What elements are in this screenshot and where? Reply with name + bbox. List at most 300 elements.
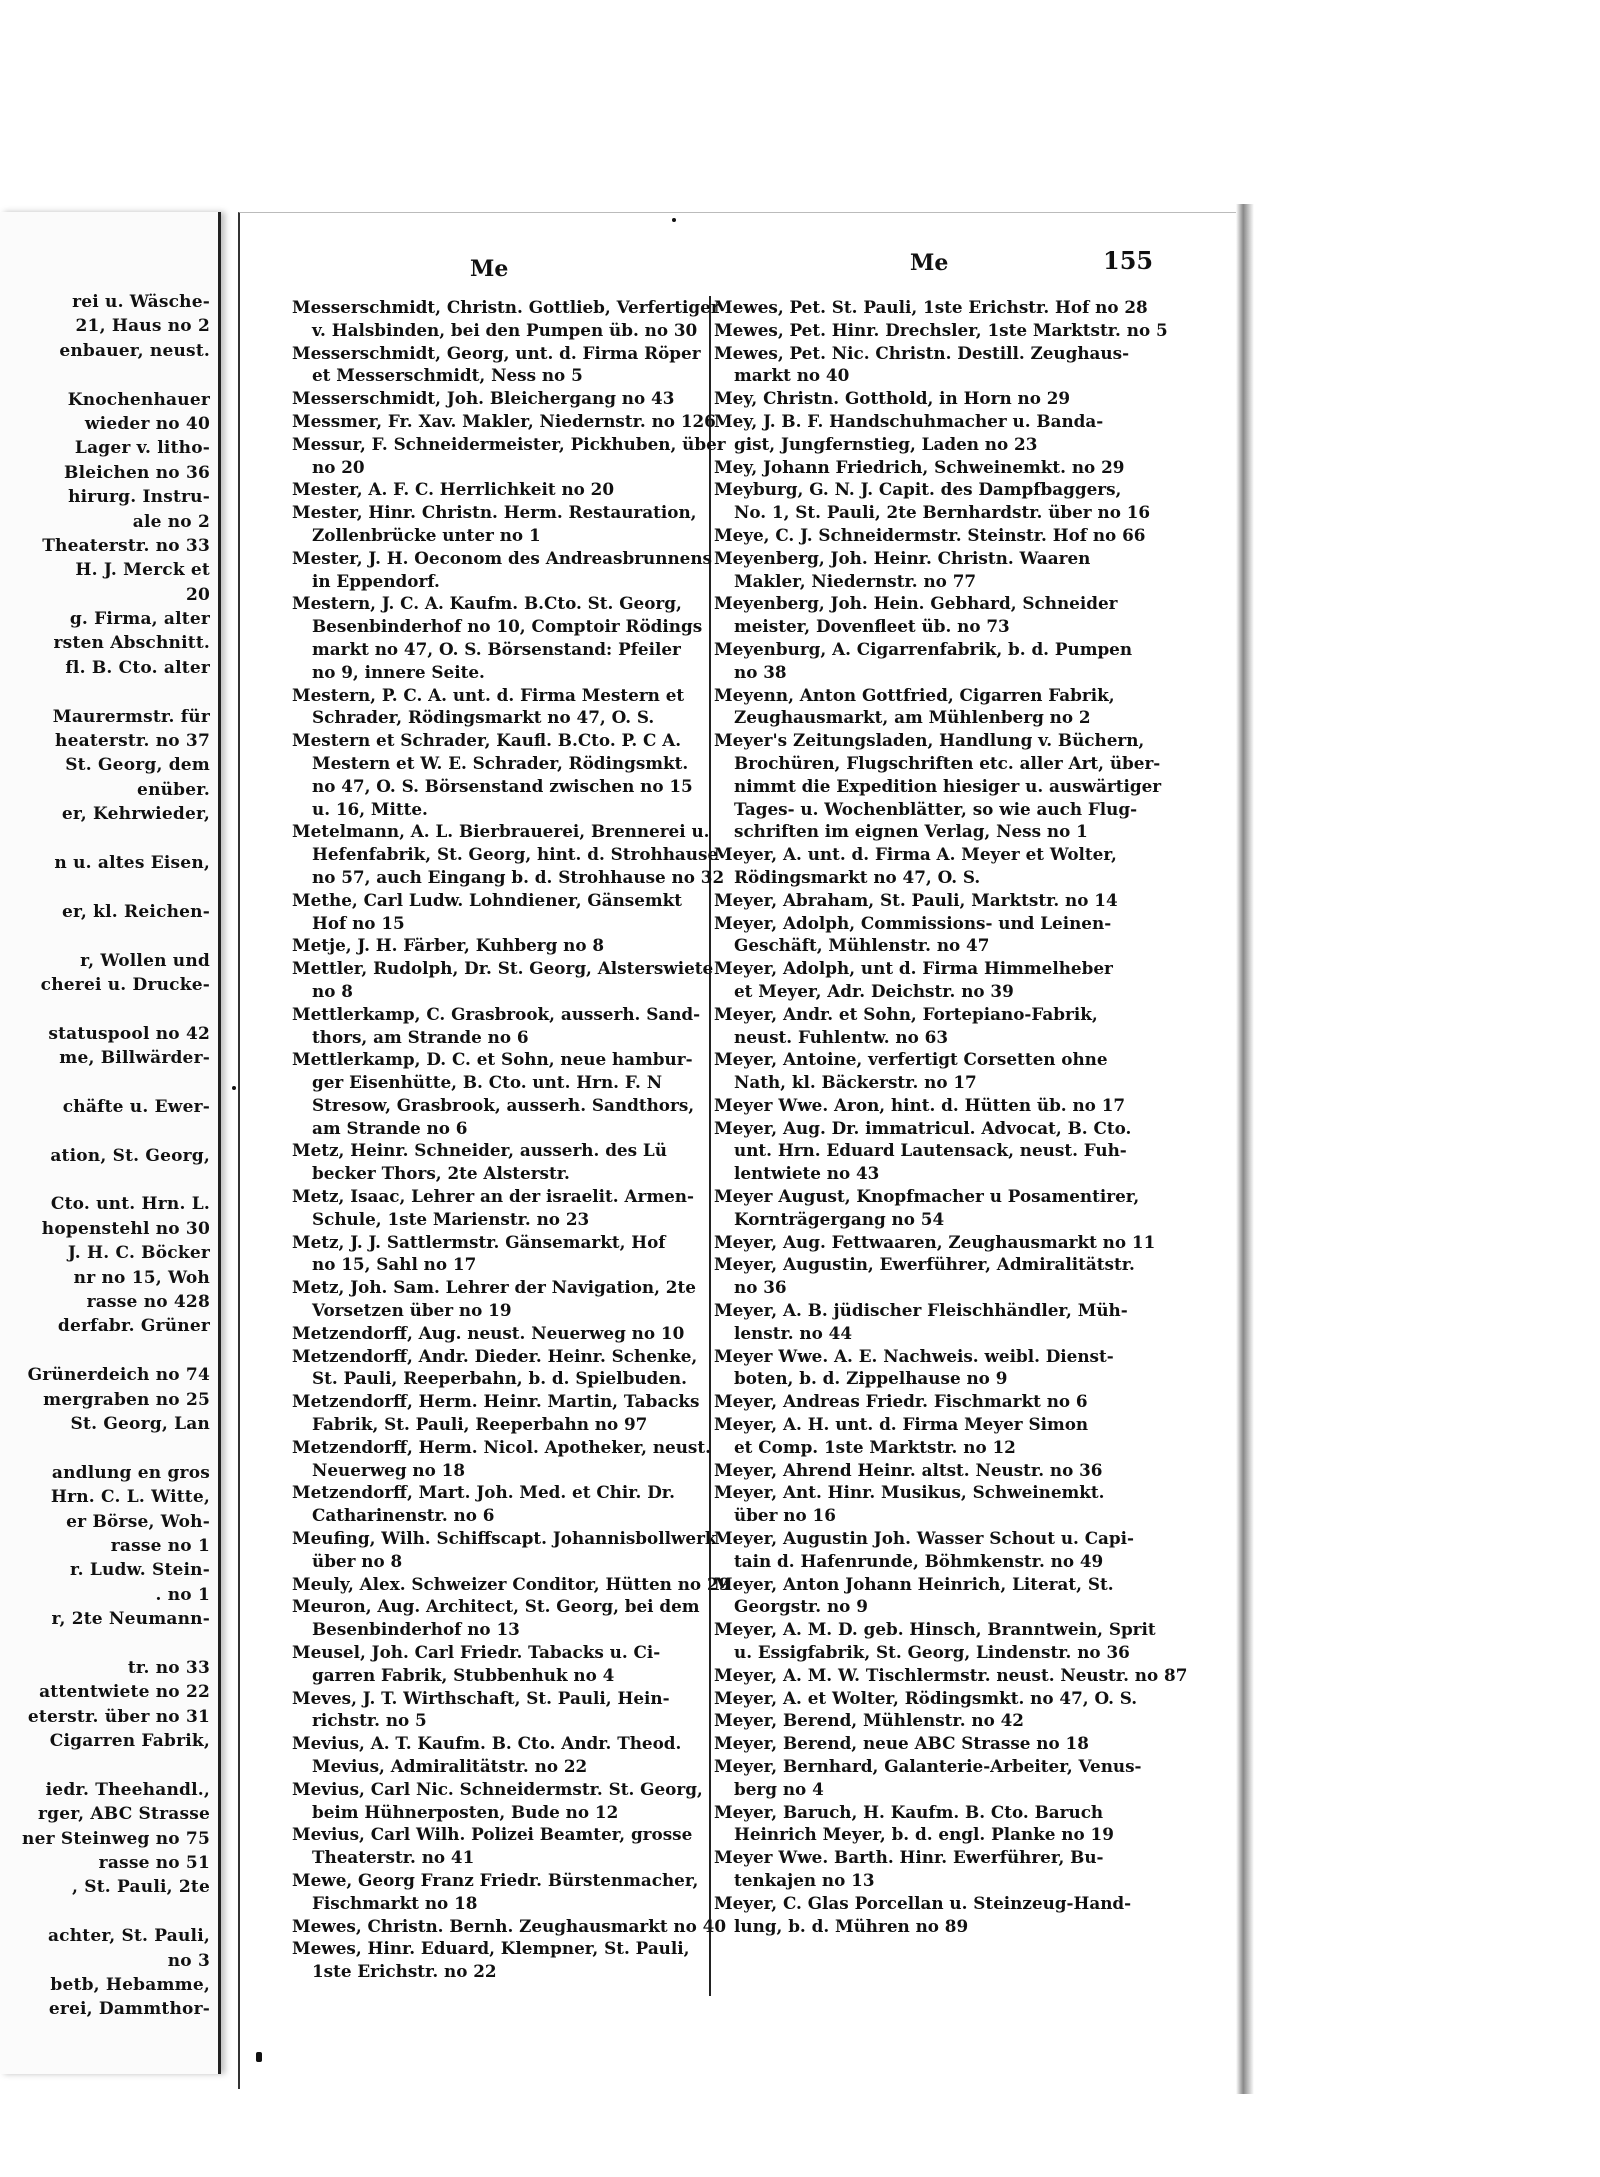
directory-entry [292, 387, 722, 410]
page-number: 155 [1103, 246, 1154, 275]
directory-entry [714, 1094, 1169, 1117]
directory-entry [292, 1048, 722, 1139]
directory-entry [292, 1937, 722, 1983]
left-page-line: ation, St. Georg, [50, 1145, 210, 1166]
left-page-fragment [0, 212, 221, 2074]
left-page-line: ner Steinweg no 75 [22, 1828, 210, 1849]
directory-entry [714, 1459, 1169, 1482]
entry-continuation-line: becker Thors, 2te Alsterstr. [312, 1163, 570, 1184]
entry-continuation-line: No. 1, St. Pauli, 2te Bernhardstr. über no 16 [734, 502, 1151, 523]
ink-speck [672, 218, 676, 222]
entry-continuation-line: Schrader, Rödingsmarkt no 47, O. S. [312, 707, 655, 728]
entry-continuation-line: no 15, Sahl no 17 [312, 1254, 477, 1275]
entry-continuation-line: 1ste Erichstr. no 22 [312, 1961, 497, 1982]
left-page-line [0, 1339, 210, 1363]
entry-continuation-line: Vorsetzen über no 19 [312, 1300, 512, 1321]
entry-name-line: Mester, Hinr. Christn. Herm. Restauration, [292, 502, 697, 523]
left-page-line: 21, Haus no 2 [75, 316, 210, 337]
left-page-line: enbauer, neust. [59, 340, 210, 361]
entry-name-line: Meyenn, Anton Gottfried, Cigarren Fabrik, [714, 684, 1115, 705]
entry-name-line: Meufing, Wilh. Schiffscapt. Johannisbollwerk [292, 1528, 717, 1549]
entry-name-line: Meves, J. T. Wirthschaft, St. Pauli, Hein- [292, 1687, 670, 1708]
entry-continuation-line: Catharinenstr. no 6 [312, 1505, 495, 1526]
entry-continuation-line: neust. Fuhlentw. no 63 [734, 1026, 949, 1047]
directory-entry [292, 684, 722, 730]
entry-continuation-line: markt no 47, O. S. Börsenstand: Pfeiler [312, 638, 681, 659]
left-page-line: Cto. unt. Hrn. L. [50, 1194, 210, 1215]
entry-name-line: Meyer, Augustin, Ewerführer, Admiralitätstr. [714, 1254, 1135, 1275]
left-page-line: Knochenhauer [67, 389, 210, 410]
entry-continuation-line: in Eppendorf. [312, 570, 440, 591]
directory-entry [292, 957, 722, 1003]
directory-entry [292, 342, 722, 388]
entry-name-line: Meuly, Alex. Schweizer Conditor, Hütten no 29 [292, 1573, 731, 1594]
entry-continuation-line: v. Halsbinden, bei den Pumpen üb. no 30 [312, 319, 698, 340]
directory-entry [292, 1436, 722, 1482]
entry-continuation-line: Brochüren, Flugschriften etc. aller Art, über- [734, 752, 1161, 773]
entry-continuation-line: Nath, kl. Bäckerstr. no 17 [734, 1072, 977, 1093]
entry-continuation-line: Makler, Niedernstr. no 77 [734, 570, 977, 591]
entry-continuation-line: lentwiete no 43 [734, 1163, 880, 1184]
left-page-line: fl. B. Cto. alter [65, 657, 210, 678]
directory-entry [292, 1732, 722, 1778]
directory-entry [714, 1664, 1188, 1687]
directory-entry [714, 1390, 1169, 1413]
left-page-line: Maurermstr. für [52, 706, 210, 727]
entry-name-line: Meyburg, G. N. J. Capit. des Dampfbaggers, [714, 479, 1122, 500]
entry-continuation-line: no 57, auch Eingang b. d. Strohhause no 32 [312, 866, 725, 887]
directory-entry [714, 1003, 1169, 1049]
left-page-line: wieder no 40 [84, 413, 210, 434]
entry-name-line: Mestern et Schrader, Kaufl. B.Cto. P. C A. [292, 730, 682, 751]
entry-name-line: Metje, J. H. Färber, Kuhberg no 8 [292, 935, 605, 956]
left-page-line: r. Ludw. Stein- [69, 1560, 210, 1581]
entry-continuation-line: boten, b. d. Zippelhause no 9 [734, 1368, 1008, 1389]
left-page-line: rger, ABC Strasse [38, 1804, 210, 1825]
directory-entry [714, 1709, 1169, 1732]
directory-entry [714, 456, 1169, 479]
directory-entry [714, 1892, 1169, 1938]
left-page-line: er, kl. Reichen- [62, 901, 210, 922]
entry-name-line: Meyer, A. M. W. Tischlermstr. neust. Neustr. no 87 [714, 1664, 1188, 1685]
left-page-line: enüber. [137, 779, 210, 800]
left-page-line: Hrn. C. L. Witte, [50, 1487, 210, 1508]
left-page-line [0, 924, 210, 948]
left-page-line: , St. Pauli, 2te [72, 1877, 210, 1898]
left-page-line: cherei u. Drucke- [40, 974, 210, 995]
directory-entry [292, 1641, 722, 1687]
directory-entry [714, 957, 1169, 1003]
entry-continuation-line: berg no 4 [734, 1778, 824, 1799]
entry-continuation-line: gist, Jungfernstieg, Laden no 23 [734, 433, 1038, 454]
entry-name-line: Meyer, Baruch, H. Kaufm. B. Cto. Baruch [714, 1801, 1104, 1822]
entry-continuation-line: schriften im eignen Verlag, Ness no 1 [734, 821, 1088, 842]
entry-continuation-line: Stresow, Grasbrook, ausserh. Sandthors, [312, 1094, 695, 1115]
entry-name-line: Meyer, Andreas Friedr. Fischmarkt no 6 [714, 1391, 1088, 1412]
left-page-line: hopenstehl no 30 [41, 1218, 210, 1239]
entry-name-line: Mevius, Carl Wilh. Polizei Beamter, grosse [292, 1824, 693, 1845]
directory-entry [292, 1595, 722, 1641]
left-page-line: J. H. C. Böcker [67, 1243, 210, 1264]
left-page-line: Cigarren Fabrik, [49, 1731, 210, 1752]
directory-entry [714, 912, 1169, 958]
entry-continuation-line: Besenbinderhof no 13 [312, 1619, 520, 1640]
directory-entry [292, 1573, 731, 1596]
entry-name-line: Meye, C. J. Schneidermstr. Steinstr. Hof no 66 [714, 524, 1146, 545]
directory-entry [714, 1687, 1169, 1710]
left-page-line: heaterstr. no 37 [55, 731, 210, 752]
entry-name-line: Meyer August, Knopfmacher u Posamentirer, [714, 1186, 1140, 1207]
entry-continuation-line: Georgstr. no 9 [734, 1596, 868, 1617]
directory-entry [292, 433, 726, 479]
entry-name-line: Meyer Wwe. Aron, hint. d. Hütten üb. no 17 [714, 1094, 1126, 1115]
left-page-line: erei, Dammthor- [48, 1999, 210, 2020]
entry-name-line: Mewes, Pet. Hinr. Drechsler, 1ste Marktstr. no 5 [714, 319, 1168, 340]
directory-entry [714, 524, 1169, 547]
entry-name-line: Mestern, P. C. A. unt. d. Firma Mestern et [292, 684, 685, 705]
entry-name-line: Messmer, Fr. Xav. Makler, Niedernstr. no 126 [292, 410, 716, 431]
left-page-line: me, Billwärder- [59, 1048, 210, 1069]
left-page-line [0, 1753, 210, 1777]
directory-entry [292, 820, 725, 888]
entry-name-line: Metz, Isaac, Lehrer an der israelit. Armen- [292, 1186, 694, 1207]
directory-entry [714, 1231, 1169, 1254]
left-page-line: r, 2te Neumann- [51, 1609, 210, 1630]
entry-name-line: Metzendorff, Herm. Heinr. Martin, Tabacks [292, 1391, 700, 1412]
entry-name-line: Meyer, Ant. Hinr. Musikus, Schweinemkt. [714, 1482, 1105, 1503]
entry-continuation-line: u. 16, Mitte. [312, 798, 428, 819]
entry-continuation-line: Mestern et W. E. Schrader, Rödingsmkt. [312, 752, 689, 773]
entry-continuation-line: no 36 [734, 1277, 787, 1298]
ink-speck [256, 2052, 262, 2062]
entry-name-line: Mewes, Pet. Nic. Christn. Destill. Zeughaus- [714, 342, 1130, 363]
directory-entry [292, 934, 722, 957]
entry-name-line: Meyer, A. B. jüdischer Fleischhändler, Müh- [714, 1300, 1128, 1321]
directory-entry [292, 1687, 722, 1733]
entry-name-line: Meyenberg, Joh. Heinr. Christn. Waaren [714, 547, 1091, 568]
directory-entry [292, 1527, 722, 1573]
entry-continuation-line: nimmt die Expedition hiesiger u. auswärtiger [734, 775, 1162, 796]
left-page-line: r, Wollen und [80, 950, 210, 971]
directory-entry [714, 547, 1169, 593]
entry-continuation-line: Zollenbrücke unter no 1 [312, 524, 541, 545]
left-page-line: rsten Abschnitt. [53, 633, 210, 654]
entry-continuation-line: no 8 [312, 980, 353, 1001]
left-page-text [0, 290, 210, 2022]
left-page-line: rasse no 1 [110, 1535, 210, 1556]
left-page-line: nr no 15, Woh [73, 1267, 210, 1288]
entry-name-line: Mey, J. B. F. Handschuhmacher u. Banda- [714, 410, 1104, 431]
entry-name-line: Messerschmidt, Joh. Bleichergang no 43 [292, 388, 675, 409]
directory-entry [714, 1481, 1169, 1527]
left-page-line: St. Georg, dem [65, 755, 210, 776]
entry-name-line: Mey, Christn. Gotthold, in Horn no 29 [714, 388, 1071, 409]
directory-entry [714, 638, 1169, 684]
entry-name-line: Mewe, Georg Franz Friedr. Bürstenmacher, [292, 1869, 699, 1890]
entry-name-line: Meyer, A. M. D. geb. Hinsch, Branntwein, Sprit [714, 1619, 1156, 1640]
directory-entry [714, 592, 1169, 638]
entry-continuation-line: richstr. no 5 [312, 1710, 427, 1731]
directory-entry [714, 1253, 1169, 1299]
directory-entry [292, 296, 722, 342]
left-page-line: derfabr. Grüner [57, 1316, 210, 1337]
entry-name-line: Meyer's Zeitungsladen, Handlung v. Büchern, [714, 730, 1145, 751]
entry-continuation-line: Hefenfabrik, St. Georg, hint. d. Strohhause [312, 844, 719, 865]
directory-entry [714, 1527, 1169, 1573]
directory-entry [292, 1481, 722, 1527]
entry-name-line: Meyer, Abraham, St. Pauli, Marktstr. no 14 [714, 889, 1118, 910]
entry-continuation-line: Fabrik, St. Pauli, Reeperbahn no 97 [312, 1414, 648, 1435]
directory-entry [714, 1801, 1169, 1847]
left-page-line: achter, St. Pauli, [47, 1926, 210, 1947]
entry-name-line: Meyer, Ahrend Heinr. altst. Neustr. no 36 [714, 1459, 1103, 1480]
left-page-line: mergraben no 25 [43, 1389, 210, 1410]
left-page-line [0, 1631, 210, 1655]
directory-entry [292, 501, 722, 547]
entry-name-line: Mettler, Rudolph, Dr. St. Georg, Alsterswiete [292, 958, 714, 979]
left-page-line [0, 1900, 210, 1924]
left-page-line: rei u. Wäsche- [72, 292, 210, 312]
left-page-line: ale no 2 [132, 511, 210, 532]
entry-continuation-line: markt no 40 [734, 365, 850, 386]
left-page-line: rasse no 51 [98, 1853, 210, 1873]
directory-entry [292, 1915, 727, 1938]
entry-continuation-line: Heinrich Meyer, b. d. engl. Planke no 19 [734, 1824, 1114, 1845]
entry-name-line: Meyer, Anton Johann Heinrich, Literat, St. [714, 1573, 1114, 1594]
entry-name-line: Meyer, Adolph, unt d. Firma Himmelheber [714, 958, 1113, 979]
entry-name-line: Mewes, Hinr. Eduard, Klempner, St. Pauli, [292, 1938, 690, 1959]
entry-name-line: Mevius, A. T. Kaufm. B. Cto. Andr. Theod. [292, 1733, 682, 1754]
left-page-line: . no 1 [155, 1584, 210, 1605]
entry-name-line: Mestern, J. C. A. Kaufm. B.Cto. St. Georg, [292, 593, 682, 614]
left-page-line: Lager v. litho- [74, 438, 210, 459]
left-page-line: Bleichen no 36 [64, 462, 210, 483]
entry-name-line: Meyer, C. Glas Porcellan u. Steinzeug-Hand- [714, 1892, 1132, 1913]
directory-entry [714, 889, 1169, 912]
left-page-line [0, 363, 210, 387]
left-page-line [0, 680, 210, 704]
entry-continuation-line: no 47, O. S. Börsenstand zwischen no 15 [312, 775, 693, 796]
left-page-line: St. Georg, Lan [70, 1413, 210, 1434]
directory-entry [714, 1299, 1169, 1345]
directory-entry [292, 1823, 722, 1869]
directory-entry [292, 410, 722, 433]
entry-continuation-line: Theaterstr. no 41 [312, 1847, 475, 1868]
entry-continuation-line: unt. Hrn. Eduard Lautensack, neust. Fuh- [734, 1140, 1127, 1161]
directory-entry [292, 478, 722, 501]
directory-entry [292, 592, 722, 683]
left-page-line: Theaterstr. no 33 [42, 535, 210, 556]
directory-entry [714, 1755, 1169, 1801]
directory-entry [714, 478, 1169, 524]
entry-name-line: Metz, Heinr. Schneider, ausserh. des Lü [292, 1140, 667, 1161]
directory-column-right [714, 296, 1188, 1937]
left-page-line: n u. altes Eisen, [54, 852, 210, 873]
directory-column-left [292, 296, 731, 1983]
entry-name-line: Meyer, A. H. unt. d. Firma Meyer Simon [714, 1414, 1089, 1435]
left-page-line: hirurg. Instru- [68, 487, 210, 508]
directory-entry [714, 342, 1169, 388]
entry-continuation-line: am Strande no 6 [312, 1117, 468, 1138]
entry-name-line: Meyenberg, Joh. Hein. Gebhard, Schneider [714, 593, 1118, 614]
directory-entry [714, 1573, 1169, 1619]
left-page-line: er, Kehrwieder, [61, 804, 210, 825]
entry-continuation-line: thors, am Strande no 6 [312, 1026, 529, 1047]
entry-name-line: Meyenburg, A. Cigarrenfabrik, b. d. Pumpen [714, 638, 1133, 659]
entry-name-line: Meyer Wwe. Barth. Hinr. Ewerführer, Bu- [714, 1847, 1104, 1868]
running-header-left: Me [470, 256, 509, 282]
directory-entry [714, 1048, 1169, 1094]
entry-name-line: Messerschmidt, Christn. Gottlieb, Verfertiger [292, 297, 720, 317]
directory-entry [292, 729, 722, 820]
entry-name-line: Metz, Joh. Sam. Lehrer der Navigation, 2te [292, 1277, 696, 1298]
left-page-line [0, 997, 210, 1021]
entry-name-line: Mey, Johann Friedrich, Schweinemkt. no 29 [714, 456, 1125, 477]
entry-continuation-line: über no 16 [734, 1505, 836, 1526]
directory-entry [292, 1139, 722, 1185]
entry-continuation-line: beim Hühnerposten, Bude no 12 [312, 1801, 619, 1822]
left-page-line: statuspool no 42 [48, 1023, 210, 1044]
entry-name-line: Metz, J. J. Sattlermstr. Gänsemarkt, Hof [292, 1231, 666, 1252]
left-page-line: betb, Hebamme, [50, 1974, 210, 1995]
entry-continuation-line: Zeughausmarkt, am Mühlenberg no 2 [734, 707, 1091, 728]
left-page-line: eterstr. über no 31 [27, 1706, 210, 1727]
entry-name-line: Meyer, Aug. Fettwaaren, Zeughausmarkt no 11 [714, 1231, 1156, 1252]
directory-entry [714, 387, 1169, 410]
left-page-line [0, 1168, 210, 1192]
entry-name-line: Meyer Wwe. A. E. Nachweis. weibl. Dienst- [714, 1345, 1114, 1366]
entry-continuation-line: Kornträgergang no 54 [734, 1208, 945, 1229]
page-edge-shadow [1236, 204, 1254, 2094]
left-page-line: iedr. Theehandl., [45, 1779, 210, 1800]
entry-continuation-line: Tages- u. Wochenblätter, so wie auch Flug- [734, 798, 1138, 819]
directory-entry [292, 1003, 722, 1049]
entry-name-line: Meyer, A. et Wolter, Rödingsmkt. no 47, O. S. [714, 1687, 1138, 1708]
directory-entry [714, 729, 1169, 843]
running-header-right: Me [910, 250, 949, 276]
directory-entry [292, 1322, 722, 1345]
entry-continuation-line: Rödingsmarkt no 47, O. S. [734, 866, 981, 887]
entry-continuation-line: no 38 [734, 661, 787, 682]
entry-name-line: Metzendorff, Aug. neust. Neuerweg no 10 [292, 1322, 685, 1343]
entry-continuation-line: no 20 [312, 456, 365, 477]
left-page-line: andlung en gros [51, 1462, 210, 1483]
entry-name-line: Mevius, Carl Nic. Schneidermstr. St. Georg, [292, 1778, 703, 1799]
entry-name-line: Messerschmidt, Georg, unt. d. Firma Röper [292, 342, 701, 363]
entry-continuation-line: Schule, 1ste Marienstr. no 23 [312, 1208, 590, 1229]
directory-entry [714, 1846, 1169, 1892]
entry-continuation-line: Hof no 15 [312, 912, 405, 933]
directory-entry [714, 1117, 1169, 1185]
left-page-line: attentwiete no 22 [39, 1682, 210, 1703]
entry-continuation-line: tain d. Hafenrunde, Böhmkenstr. no 49 [734, 1550, 1104, 1571]
entry-continuation-line: lenstr. no 44 [734, 1322, 853, 1343]
entry-name-line: Mettlerkamp, D. C. et Sohn, neue hambur- [292, 1049, 693, 1070]
directory-entry [292, 889, 722, 935]
entry-name-line: Meyer, Berend, neue ABC Strasse no 18 [714, 1733, 1089, 1754]
entry-continuation-line: et Messerschmidt, Ness no 5 [312, 365, 583, 386]
directory-entry [292, 1345, 722, 1391]
entry-name-line: Meyer, Antoine, verfertigt Corsetten ohne [714, 1049, 1108, 1070]
entry-name-line: Mettlerkamp, C. Grasbrook, ausserh. Sand- [292, 1003, 701, 1024]
left-page-line [0, 875, 210, 899]
entry-name-line: Mester, A. F. C. Herrlichkeit no 20 [292, 479, 615, 500]
entry-name-line: Meyer, Adolph, Commissions- und Leinen- [714, 912, 1112, 933]
entry-name-line: Meyer, Bernhard, Galanterie-Arbeiter, Venus- [714, 1756, 1142, 1776]
entry-name-line: Messur, F. Schneidermeister, Pickhuben, über [292, 433, 726, 454]
directory-entry [292, 547, 722, 593]
entry-name-line: Meyer, Andr. et Sohn, Fortepiano-Fabrik, [714, 1003, 1098, 1024]
entry-continuation-line: St. Pauli, Reeperbahn, b. d. Spielbuden. [312, 1368, 687, 1389]
left-page-line: 20 [185, 584, 210, 605]
directory-entry [714, 410, 1169, 456]
directory-entry [292, 1276, 722, 1322]
directory-entry [714, 1732, 1169, 1755]
entry-name-line: Mester, J. H. Oeconom des Andreasbrunnens [292, 547, 712, 568]
directory-entry [714, 1413, 1169, 1459]
left-page-line: no 3 [167, 1950, 210, 1971]
left-page-line [0, 1119, 210, 1143]
left-page-line: chäfte u. Ewer- [62, 1096, 210, 1117]
entry-continuation-line: meister, Dovenfleet üb. no 73 [734, 616, 1010, 637]
entry-name-line: Metzendorff, Herm. Nicol. Apotheker, neust. [292, 1436, 711, 1457]
directory-entry [714, 319, 1169, 342]
ink-speck [232, 1086, 236, 1090]
directory-entry [714, 1185, 1169, 1231]
entry-name-line: Meuron, Aug. Architect, St. Georg, bei dem [292, 1596, 700, 1617]
directory-entry [292, 1185, 722, 1231]
left-page-line: Grünerdeich no 74 [27, 1365, 210, 1386]
left-page-line: g. Firma, alter [69, 609, 210, 630]
left-page-line [0, 1436, 210, 1460]
entry-continuation-line: et Meyer, Adr. Deichstr. no 39 [734, 980, 1014, 1001]
directory-entry [714, 1345, 1169, 1391]
entry-name-line: Meusel, Joh. Carl Friedr. Tabacks u. Ci- [292, 1642, 661, 1663]
directory-entry [292, 1390, 722, 1436]
entry-continuation-line: Geschäft, Mühlenstr. no 47 [734, 935, 990, 956]
left-page-line: tr. no 33 [127, 1657, 210, 1678]
entry-name-line: Meyer, Aug. Dr. immatricul. Advocat, B. Cto. [714, 1117, 1132, 1138]
directory-entry [714, 1618, 1169, 1664]
entry-continuation-line: ger Eisenhütte, B. Cto. unt. Hrn. F. N [312, 1072, 663, 1093]
directory-entry [714, 684, 1169, 730]
entry-continuation-line: Besenbinderhof no 10, Comptoir Rödings [312, 616, 703, 637]
entry-name-line: Meyer, A. unt. d. Firma A. Meyer et Wolter, [714, 844, 1117, 865]
entry-continuation-line: u. Essigfabrik, St. Georg, Lindenstr. no 36 [734, 1642, 1130, 1663]
left-page-line: rasse no 428 [86, 1292, 210, 1313]
entry-continuation-line: Fischmarkt no 18 [312, 1892, 478, 1913]
entry-continuation-line: Mevius, Admiralitätstr. no 22 [312, 1756, 588, 1776]
directory-entry [714, 296, 1169, 319]
entry-name-line: Meyer, Berend, Mühlenstr. no 42 [714, 1710, 1024, 1731]
entry-continuation-line: garren Fabrik, Stubbenhuk no 4 [312, 1664, 615, 1685]
entry-name-line: Methe, Carl Ludw. Lohndiener, Gänsemkt [292, 889, 683, 910]
entry-name-line: Metzendorff, Andr. Dieder. Heinr. Schenke, [292, 1345, 698, 1366]
entry-continuation-line: et Comp. 1ste Marktstr. no 12 [734, 1436, 1016, 1457]
directory-entry [714, 843, 1169, 889]
directory-entry [292, 1778, 722, 1824]
entry-continuation-line: tenkajen no 13 [734, 1869, 875, 1890]
entry-name-line: Metelmann, A. L. Bierbrauerei, Brennerei u. [292, 821, 710, 842]
entry-name-line: Mewes, Christn. Bernh. Zeughausmarkt no 40 [292, 1915, 727, 1936]
entry-continuation-line: Neuerweg no 18 [312, 1459, 466, 1480]
entry-continuation-line: lung, b. d. Mühren no 89 [734, 1915, 969, 1936]
left-page-line [0, 1071, 210, 1095]
left-page-line [0, 827, 210, 851]
entry-continuation-line: über no 8 [312, 1550, 403, 1571]
entry-continuation-line: no 9, innere Seite. [312, 661, 485, 682]
directory-entry [292, 1869, 722, 1915]
